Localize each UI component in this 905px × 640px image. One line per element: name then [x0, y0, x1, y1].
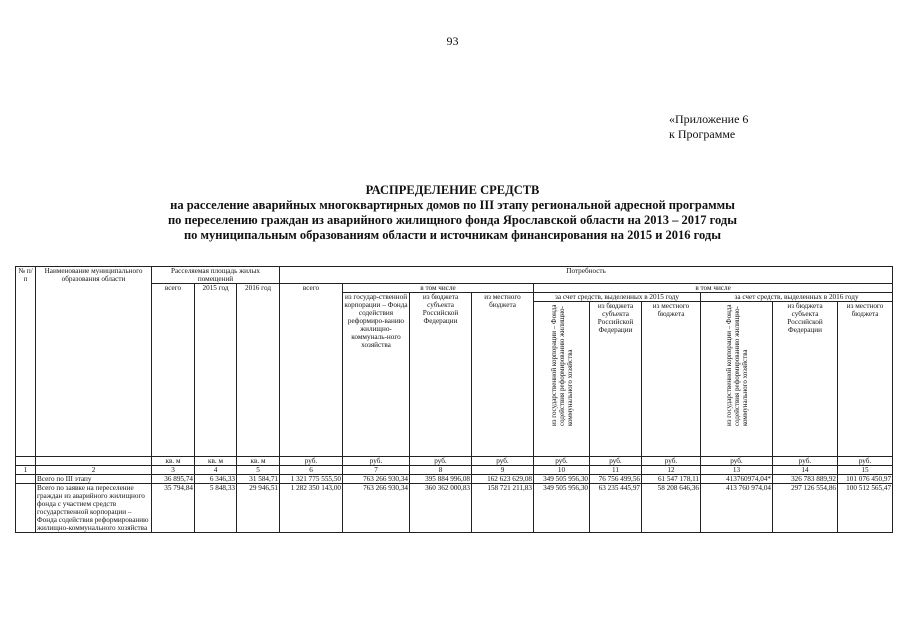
header-fund-2016-text: из государственной корпорации – Фонда содействия реформированию жилищно-коммунального хозяйства: [724, 304, 749, 426]
column-number: 7: [343, 466, 410, 475]
row-value: 61 547 178,11: [642, 475, 701, 484]
row-value: 1 282 350 143,00: [280, 484, 343, 533]
row-num: [16, 484, 36, 533]
header-fund: из государ-ственной корпорации – Фонда содействия реформиро-ванию жилищно-коммуналь-ного хозяйства: [343, 293, 410, 457]
row-name: Всего по III этапу: [36, 475, 152, 484]
row-value: 413 760 974,04: [701, 484, 773, 533]
column-number: 5: [237, 466, 280, 475]
row-value: 100 512 565,47: [838, 484, 893, 533]
row-value: 297 126 554,86: [773, 484, 838, 533]
funding-table: [15, 266, 893, 533]
row-value: 31 584,71: [237, 475, 280, 484]
header-fund-2015: [534, 302, 590, 457]
column-number: 2: [36, 466, 152, 475]
column-numbers-row: [16, 466, 893, 475]
header-funds-2016: за счет средств, выделенных в 2016 году: [701, 293, 893, 302]
row-value: 63 235 445,97: [590, 484, 642, 533]
column-number: 11: [590, 466, 642, 475]
header-area: Расселяемая площадь жилых помещений: [152, 267, 280, 284]
column-number: 8: [410, 466, 472, 475]
column-number: 9: [472, 466, 534, 475]
row-value: 360 362 000,83: [410, 484, 472, 533]
units-cell: кв. м: [152, 457, 195, 466]
header-need: Потребность: [280, 267, 893, 284]
units-cell: руб.: [701, 457, 773, 466]
row-value: 58 208 646,36: [642, 484, 701, 533]
appendix-label: [669, 112, 748, 142]
header-area-2015: 2015 год: [195, 284, 237, 457]
units-cell: руб.: [410, 457, 472, 466]
header-fund-2016: [701, 302, 773, 457]
row-value: 763 266 930,34: [343, 475, 410, 484]
title-line-3: по переселению граждан из аварийного жилищного фонда Ярославской области на 2013 – 2017 годы: [167, 213, 737, 227]
header-including-1: в том числе: [343, 284, 534, 293]
units-cell: кв. м: [195, 457, 237, 466]
column-number: 1: [16, 466, 36, 475]
row-value: 6 346,33: [195, 475, 237, 484]
units-cell: руб.: [343, 457, 410, 466]
row-value: 162 623 629,08: [472, 475, 534, 484]
column-number: 6: [280, 466, 343, 475]
appendix-line-2: к Программе: [669, 127, 736, 141]
units-cell: руб.: [773, 457, 838, 466]
units-row: [16, 457, 893, 466]
row-value: 76 756 499,56: [590, 475, 642, 484]
units-cell: кв. м: [237, 457, 280, 466]
page-number: 93: [446, 34, 459, 48]
row-value: 29 946,51: [237, 484, 280, 533]
header-area-total: всего: [152, 284, 195, 457]
header-federal-2015: из бюджета субъекта Российской Федерации: [590, 302, 642, 457]
table-row: [16, 475, 893, 484]
units-cell: [36, 457, 152, 466]
header-local-2015: из местного бюджета: [642, 302, 701, 457]
header-federal-2016: из бюджета субъекта Российской Федерации: [773, 302, 838, 457]
header-area-2016: 2016 год: [237, 284, 280, 457]
units-cell: руб.: [280, 457, 343, 466]
appendix-line-1: «Приложение 6: [669, 112, 749, 126]
row-value: 326 783 889,92: [773, 475, 838, 484]
header-row-1: [16, 267, 893, 284]
title-line-4: по муниципальным образованиям области и источникам финансирования на 2015 и 2016 годы: [183, 228, 722, 242]
title-line-2: на расселение аварийных многоквартирных домов по III этапу региональной адресной программы: [170, 198, 735, 212]
column-number: 15: [838, 466, 893, 475]
units-cell: руб.: [642, 457, 701, 466]
units-cell: руб.: [534, 457, 590, 466]
header-federal: из бюджета субъекта Российской Федерации: [410, 293, 472, 457]
header-local: из местного бюджета: [472, 293, 534, 457]
units-cell: руб.: [472, 457, 534, 466]
row-value: 36 895,74: [152, 475, 195, 484]
header-fund-2015-text: из государственной корпорации – Фонда содействия реформированию жилищно-коммунального хозяйства: [549, 304, 574, 426]
header-num: № п/п: [16, 267, 36, 457]
row-value: 763 266 930,34: [343, 484, 410, 533]
column-number: 4: [195, 466, 237, 475]
column-number: 10: [534, 466, 590, 475]
row-value: 158 721 211,83: [472, 484, 534, 533]
row-value: 1 321 775 555,50: [280, 475, 343, 484]
column-number: 3: [152, 466, 195, 475]
title-line-1: РАСПРЕДЕЛЕНИЕ СРЕДСТВ: [365, 183, 540, 197]
units-cell: руб.: [838, 457, 893, 466]
header-need-total: всего: [280, 284, 343, 457]
row-value: 101 076 450,97: [838, 475, 893, 484]
header-including-2: в том числе: [534, 284, 893, 293]
table-row: [16, 484, 893, 533]
header-name: Наименование муниципального образования области: [36, 267, 152, 457]
units-cell: руб.: [590, 457, 642, 466]
units-cell: [16, 457, 36, 466]
row-num: [16, 475, 36, 484]
column-number: 13: [701, 466, 773, 475]
row-value: 349 505 956,30: [534, 475, 590, 484]
row-value: 349 505 956,30: [534, 484, 590, 533]
row-value: 5 848,33: [195, 484, 237, 533]
row-value: 395 884 996,08: [410, 475, 472, 484]
row-name: Всего по заявке на переселение граждан из аварийного жилищного фонда с участием средств государственной корпорации – Фонда содействия реформированию жилищно-коммунального хозяйства: [36, 484, 152, 533]
row-value: 413760974,04*: [701, 475, 773, 484]
header-local-2016: из местного бюджета: [838, 302, 893, 457]
column-number: 12: [642, 466, 701, 475]
row-value: 35 794,84: [152, 484, 195, 533]
document-title: [0, 183, 905, 243]
column-number: 14: [773, 466, 838, 475]
header-funds-2015: за счет средств, выделенных в 2015 году: [534, 293, 701, 302]
